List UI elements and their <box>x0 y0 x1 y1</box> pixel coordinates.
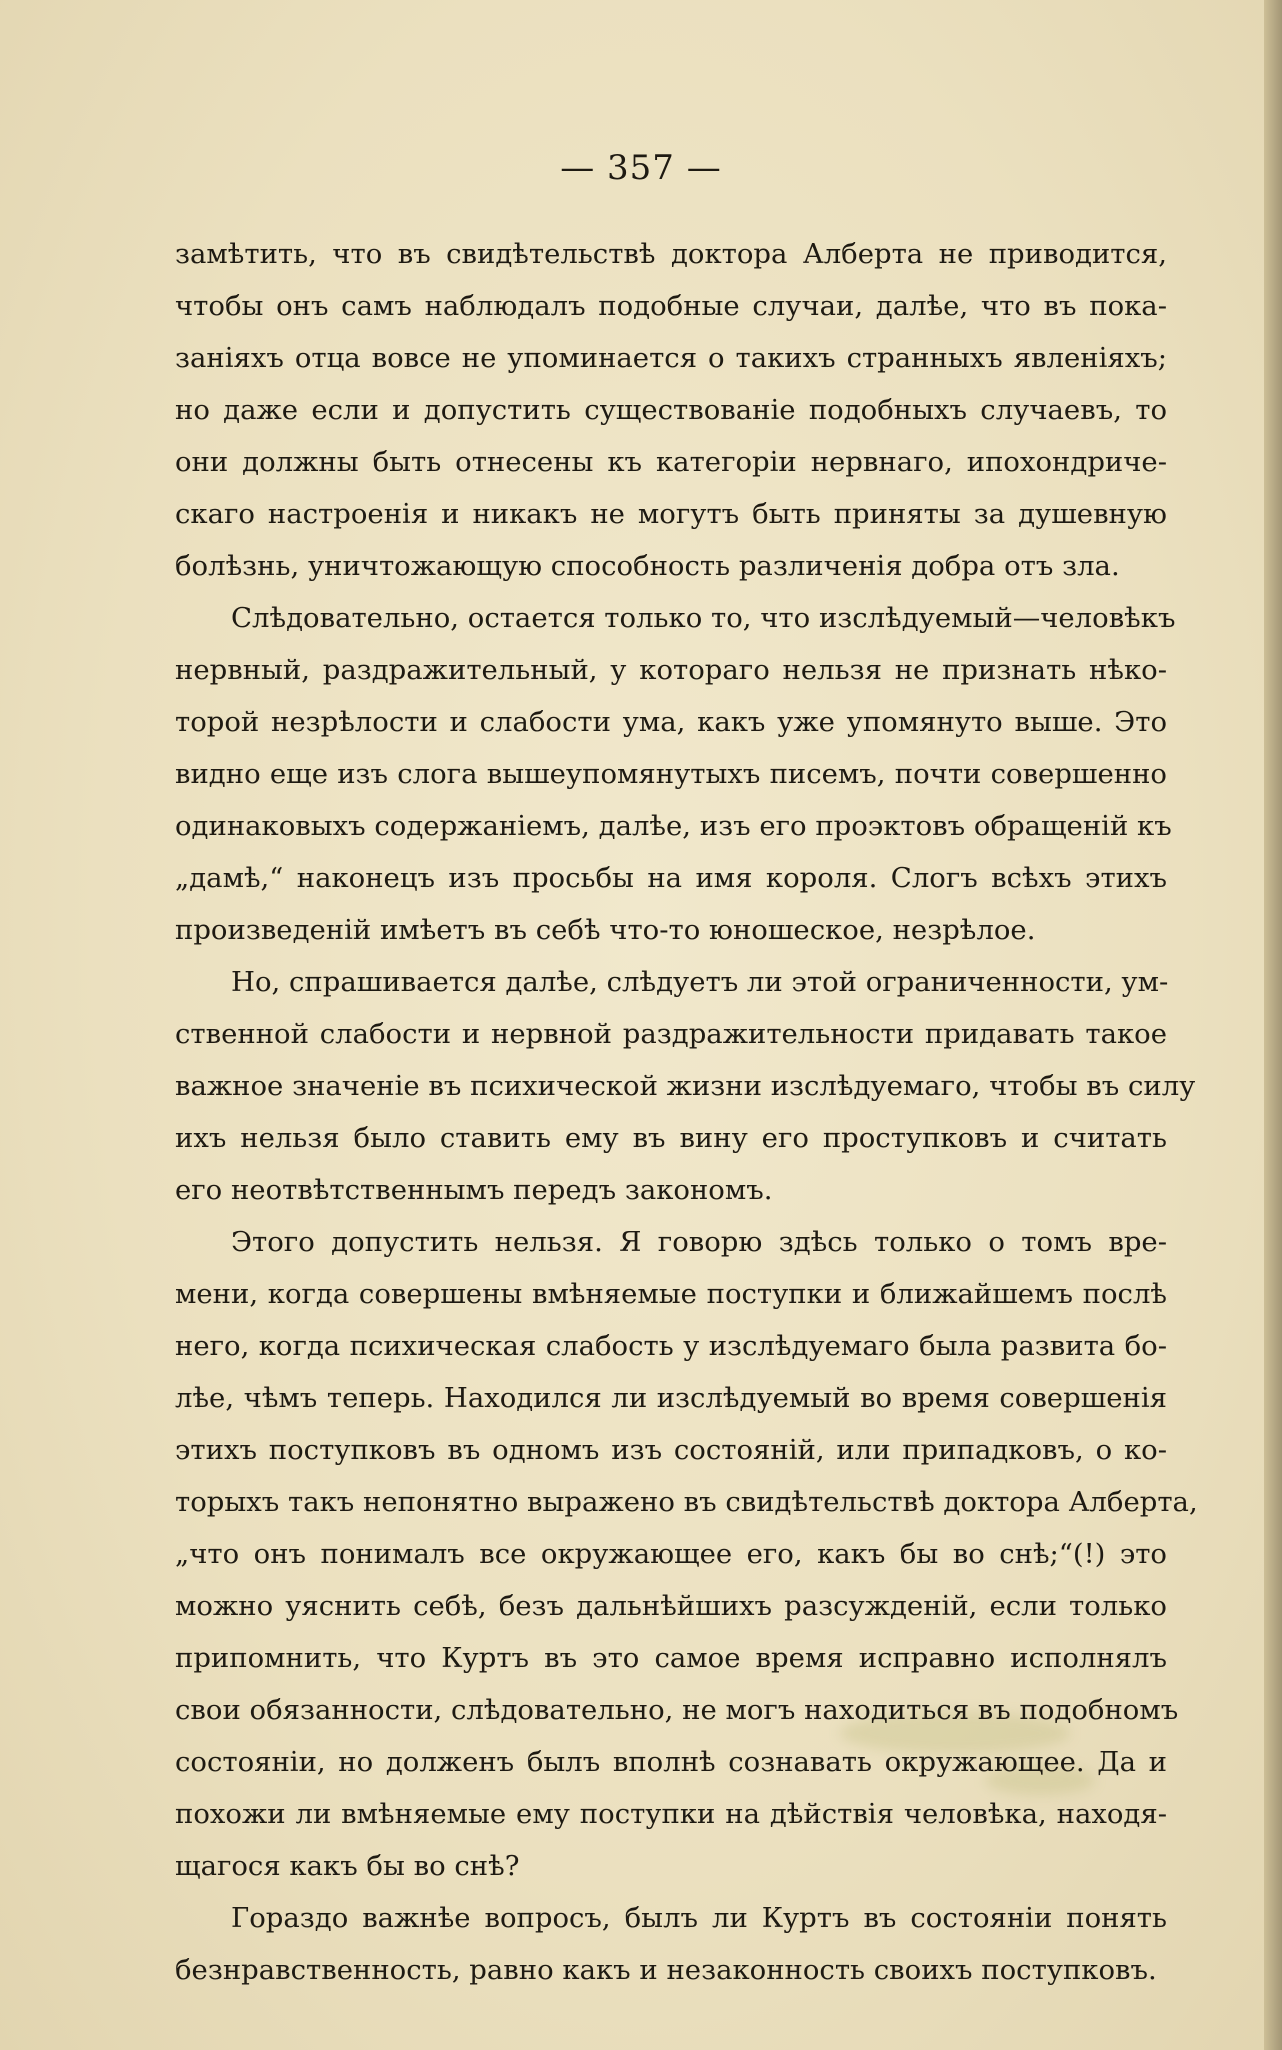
text-line: они должны быть отнесены къ категоріи нервнаго, ипохондриче- <box>175 446 1167 478</box>
text-line: торыхъ такъ непонятно выражено въ свидѣтельствѣ доктора Алберта, <box>175 1486 1198 1518</box>
page-edge-shadow <box>1264 0 1282 2050</box>
text-line: Слѣдовательно, остается только то, что изслѣдуемый—человѣкъ <box>231 602 1176 634</box>
text-line: замѣтить, что въ свидѣтельствѣ доктора Алберта не приводится, <box>175 238 1167 270</box>
text-line: него, когда психическая слабость у изслѣдуемаго была развита бо- <box>175 1330 1167 1362</box>
text-line: видно еще изъ слога вышеупомянутыхъ писемъ, почти совершенно <box>175 758 1167 790</box>
text-line: но даже если и допустить существованіе подобныхъ случаевъ, то <box>175 394 1167 426</box>
text-line: лѣе, чѣмъ теперь. Находился ли изслѣдуемый во время совершенія <box>175 1382 1167 1414</box>
text-line: „что онъ понималъ все окружающее его, какъ бы во снѣ;“(!) это <box>175 1538 1167 1570</box>
paragraph <box>175 592 1176 956</box>
text-line: щагося какъ бы во снѣ? <box>175 1850 520 1882</box>
text-line: болѣзнь, уничтожающую способность различенія добра отъ зла. <box>175 550 1120 582</box>
text-line: торой незрѣлости и слабости ума, какъ уже упомянуто выше. Это <box>175 706 1167 738</box>
text-line: состояніи, но долженъ былъ вполнѣ сознавать окружающее. Да и <box>175 1746 1167 1778</box>
text-line: можно уяснить себѣ, безъ дальнѣйшихъ разсужденій, если только <box>175 1590 1167 1622</box>
text-line: скаго настроенія и никакъ не могутъ быть приняты за душевную <box>175 498 1167 530</box>
text-line: Но, спрашивается далѣе, слѣдуетъ ли этой ограниченности, ум- <box>231 966 1169 998</box>
text-line: этихъ поступковъ въ одномъ изъ состояній, или припадковъ, о ко- <box>175 1434 1167 1466</box>
text-line: мени, когда совершены вмѣняемые поступки и ближайшемъ послѣ <box>175 1278 1167 1310</box>
paragraph <box>175 228 1167 592</box>
body-text <box>175 228 1198 1996</box>
paragraph <box>175 956 1196 1216</box>
text-line: одинаковыхъ содержаніемъ, далѣе, изъ его проэктовъ обращеній къ <box>175 810 1172 842</box>
text-line: заніяхъ отца вовсе не упоминается о такихъ странныхъ явленіяхъ; <box>175 342 1167 374</box>
text-line: чтобы онъ самъ наблюдалъ подобные случаи, далѣе, что въ пока- <box>175 290 1167 322</box>
text-line: безнравственность, равно какъ и незаконность своихъ поступковъ. <box>175 1954 1157 1986</box>
text-line: Гораздо важнѣе вопросъ, былъ ли Куртъ въ состояніи понять <box>231 1902 1167 1934</box>
text-line: свои обязанности, слѣдовательно, не могъ находиться въ подобномъ <box>175 1694 1179 1726</box>
text-line: похожи ли вмѣняемые ему поступки на дѣйствія человѣка, находя- <box>175 1798 1167 1830</box>
text-line: Этого допустить нельзя. Я говорю здѣсь только о томъ вре- <box>231 1226 1167 1258</box>
text-line: припомнить, что Куртъ въ это самое время исправно исполнялъ <box>175 1642 1167 1674</box>
text-line: произведеній имѣетъ въ себѣ что-то юношеское, незрѣлое. <box>175 914 1036 946</box>
page-number: — 357 — <box>560 148 722 188</box>
text-line: „дамѣ,“ наконецъ изъ просьбы на имя короля. Слогъ всѣхъ этихъ <box>175 862 1167 894</box>
paragraph <box>175 1892 1167 1996</box>
text-line: важное значеніе въ психической жизни изслѣдуемаго, чтобы въ силу <box>175 1070 1196 1102</box>
text-line: ственной слабости и нервной раздражительности придавать такое <box>175 1018 1167 1050</box>
text-line: ихъ нельзя было ставить ему въ вину его проступковъ и считать <box>175 1122 1167 1154</box>
paragraph <box>175 1216 1198 1892</box>
text-line: его неотвѣтственнымъ передъ закономъ. <box>175 1174 773 1206</box>
text-line: нервный, раздражительный, у котораго нельзя не признать нѣко- <box>175 654 1167 686</box>
